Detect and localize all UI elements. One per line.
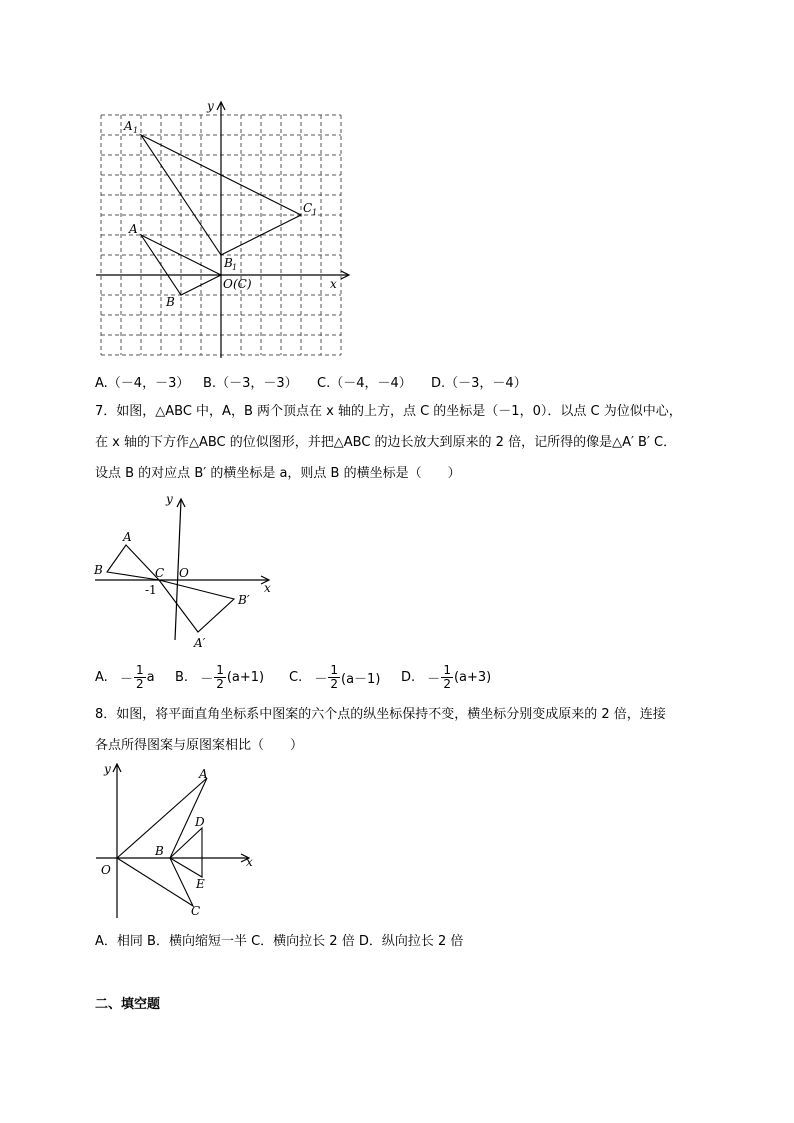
- q8-line-1: 8．如图，将平面直角坐标系中图案的六个点的纵坐标保持不变，横坐标分别变成原来的 2 倍，连接: [95, 707, 666, 722]
- q7-point-B: B: [94, 563, 103, 577]
- q7-x-label: x: [264, 581, 271, 595]
- section-title: 二、填空题: [95, 997, 161, 1012]
- q6-point-A1-sub: 1: [133, 126, 139, 135]
- q6-point-O: O: [223, 277, 233, 291]
- q8-point-B: B: [155, 844, 164, 858]
- q8-line-2: 各点所得图案与原图案相比（ ）: [95, 738, 304, 753]
- q6-point-B1-sub: 1: [232, 263, 238, 272]
- q7-options: [95, 664, 515, 694]
- q8-x-label: x: [246, 855, 253, 869]
- q8-point-A: A: [199, 767, 208, 781]
- q6-options: [95, 372, 555, 390]
- q7-option-c[interactable]: C. － $\frac{1}{2}$ (a－1): [289, 663, 381, 691]
- q7-option-d[interactable]: D. － $\frac{1}{2}$ (a+3): [401, 663, 492, 691]
- q8-y-label: y: [104, 762, 111, 776]
- q6-grid-figure: [95, 98, 357, 360]
- q7-tick-neg1: -1: [145, 583, 157, 597]
- q7-line-2: 在 x 轴的下方作△ABC 的位似图形，并把△ABC 的边长放大到原来的 2 倍，记所得的像是△A′ B′ C．: [95, 435, 677, 450]
- q7-point-Aprime: A′: [194, 636, 206, 650]
- q7-point-A: A: [123, 530, 132, 544]
- q7-line-1: 7．如图，△ABC 中，A，B 两个顶点在 x 轴的上方，点 C 的坐标是（－1，0）．以点 C 为位似中心，: [95, 404, 682, 419]
- q6-option-d[interactable]: D.（－3，－4）: [431, 376, 527, 391]
- q7-figure: [90, 492, 280, 652]
- q7-line-3: 设点 B 的对应点 B′ 的横坐标是 a，则点 B 的横坐标是（ ）: [95, 466, 461, 481]
- q6-point-O-C: (C): [233, 277, 252, 291]
- q8-figure: [92, 758, 262, 923]
- q7-point-C: C: [155, 566, 165, 580]
- q6-option-b[interactable]: B.（－3，－3）: [203, 376, 298, 391]
- q6-x-axis-label: x: [330, 277, 337, 291]
- q8-point-D: D: [195, 815, 205, 829]
- q7-point-O: O: [179, 566, 189, 580]
- q6-point-C1: C: [303, 201, 313, 215]
- q8-point-O: O: [101, 863, 111, 877]
- q6-point-A1: A: [124, 119, 133, 133]
- q6-point-A: A: [129, 222, 138, 236]
- q7-option-b[interactable]: B. － $\frac{1}{2}$ (a+1): [175, 663, 265, 691]
- q6-option-a[interactable]: A.（－4，－3）: [95, 376, 190, 391]
- q6-point-C1-sub: 1: [312, 208, 318, 217]
- q7-y-label: y: [166, 492, 173, 506]
- q6-option-c[interactable]: C.（－4，－4）: [317, 376, 412, 391]
- q8-point-E: E: [196, 877, 205, 891]
- q6-point-B1: B: [224, 256, 233, 270]
- q8-options: A．相同 B．横向缩短一半 C．横向拉长 2 倍 D．纵向拉长 2 倍: [95, 934, 464, 949]
- q6-y-axis-label: y: [207, 99, 214, 113]
- q8-point-C: C: [191, 904, 201, 918]
- q8-shape-bde: [170, 828, 202, 877]
- q7-triangle-abc: [107, 545, 159, 580]
- q7-option-a[interactable]: A. － $\frac{1}{2}$ a: [95, 663, 155, 691]
- q7-triangle-image: [159, 580, 234, 632]
- q6-point-B: B: [166, 295, 175, 309]
- q7-point-Bprime: B′: [238, 593, 250, 607]
